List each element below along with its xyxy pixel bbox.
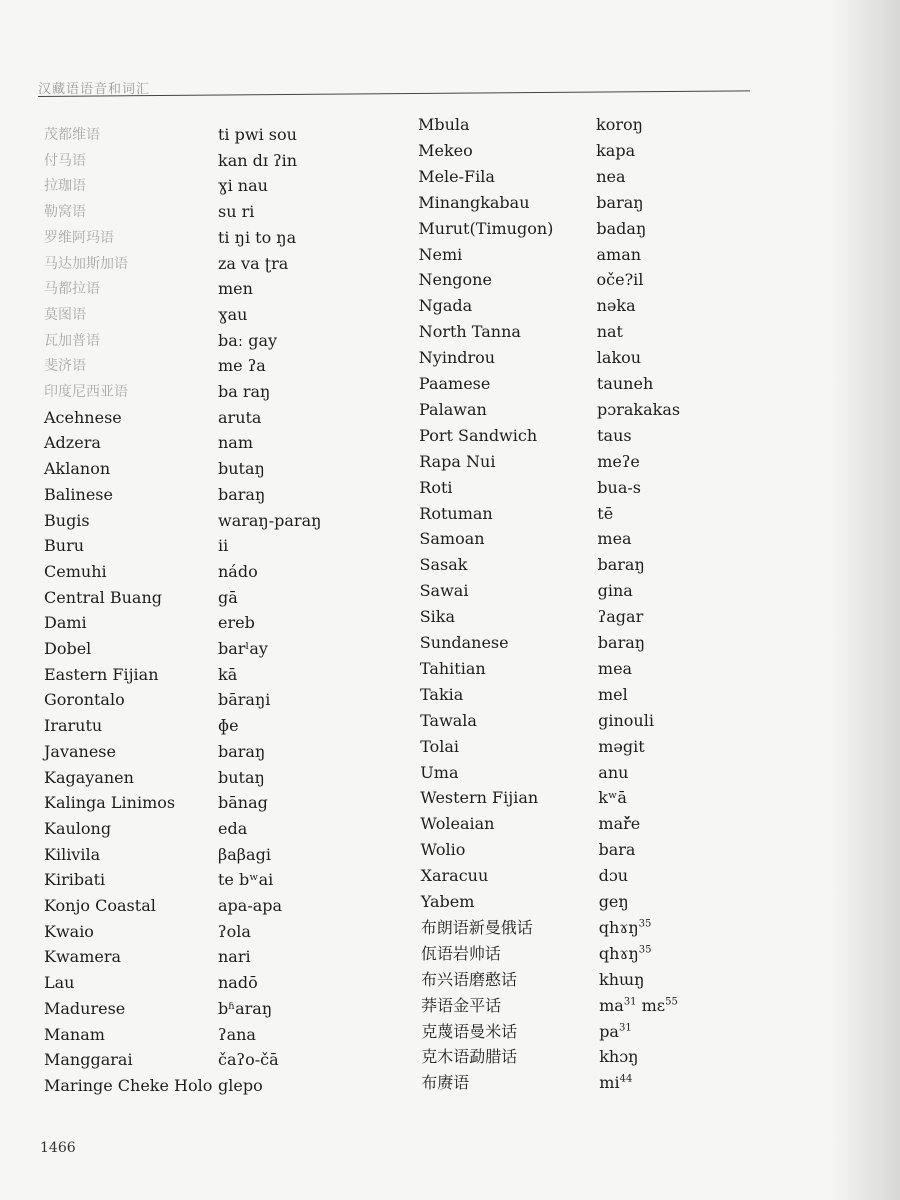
language-name: 茂都维语: [44, 127, 100, 143]
language-name: Dami: [44, 613, 87, 633]
word-form: baraŋ: [597, 633, 646, 652]
language-name: Tahitian: [419, 658, 486, 678]
language-name: Kaulong: [44, 818, 112, 838]
word-form: nəka: [596, 296, 636, 316]
language-name: Roti: [419, 477, 453, 497]
word-form: nádo: [218, 561, 258, 581]
word-form: ʔola: [218, 921, 251, 941]
word-form: bara: [598, 840, 636, 860]
language-name: Madurese: [44, 998, 126, 1018]
language-name: Dobel: [44, 639, 92, 658]
language-name: Kalinga Linimos: [44, 793, 176, 813]
language-name: Sasak: [419, 555, 468, 575]
language-name: 佤语岩帅话: [420, 943, 501, 963]
language-name: Kagayanen: [44, 767, 134, 787]
word-form: nadō: [218, 973, 258, 993]
word-form: nea: [596, 166, 626, 186]
language-name: Manam: [44, 1024, 105, 1044]
language-name: Rapa Nui: [419, 451, 496, 471]
word-form: meʔe: [597, 451, 640, 471]
word-form: tē: [597, 503, 614, 523]
word-form: kʷā: [598, 788, 627, 808]
language-name: Paamese: [418, 374, 491, 393]
word-form: βaβagi: [218, 844, 271, 864]
word-form: aman: [596, 244, 642, 264]
word-form: bānag: [218, 793, 268, 813]
language-name: Aklanon: [44, 459, 111, 479]
language-name: Acehnese: [44, 407, 122, 427]
word-form: khɯŋ: [599, 969, 645, 989]
language-name: Mele-Fila: [418, 166, 495, 186]
word-form: ɣi nau: [218, 176, 268, 196]
language-name: North Tanna: [418, 322, 521, 342]
word-form: lakou: [596, 348, 642, 368]
word-form: baraŋ: [596, 192, 644, 212]
word-form: baraŋ: [218, 484, 266, 504]
word-form: kapa: [596, 140, 636, 160]
language-name: Eastern Fijian: [44, 664, 159, 684]
language-name: Kwamera: [44, 947, 122, 967]
language-name: Kwaio: [44, 921, 94, 941]
language-name: 莫图语: [44, 306, 86, 323]
word-form: ba raŋ: [218, 382, 271, 401]
language-name: Nemi: [418, 244, 463, 264]
word-form: mea: [597, 658, 633, 678]
language-name: Port Sandwich: [419, 425, 538, 445]
tone-number: 35: [638, 918, 652, 930]
language-name: 付马语: [44, 152, 86, 169]
language-name: Bugis: [44, 510, 90, 530]
word-form: mea: [597, 529, 632, 549]
language-name: 布朗语新曼俄话: [420, 917, 533, 937]
word-form: tauneh: [596, 374, 654, 393]
tone-number: 55: [665, 996, 678, 1008]
word-form: anu: [598, 762, 629, 782]
language-name: 莽语金平话: [421, 995, 502, 1015]
word-form: baraŋ: [218, 741, 266, 761]
language-name: 拉珈语: [44, 178, 86, 195]
word-form: $ma^{31}$ mɛ$^{55}$: [599, 995, 678, 1015]
language-name: Minangkabau: [418, 192, 530, 212]
word-form: mel: [598, 684, 628, 704]
word-form: kā: [218, 664, 238, 684]
language-name: Central Buang: [44, 587, 162, 607]
language-name: Rotuman: [419, 503, 493, 523]
word-form: gina: [597, 581, 633, 601]
word-form: mař̌e: [598, 814, 641, 834]
language-name: Kilivila: [44, 844, 101, 864]
word-form: pɔrakakas: [597, 399, 681, 419]
language-name: Konjo Coastal: [44, 896, 156, 915]
tone-number: 31: [623, 996, 637, 1008]
word-form: apa-apa: [218, 896, 283, 915]
language-name: Sika: [419, 607, 455, 627]
word-form: butaŋ: [218, 767, 265, 787]
word-form: badaŋ: [596, 218, 647, 238]
language-name: Tawala: [420, 710, 477, 730]
word-form: taus: [597, 425, 632, 445]
word-form: ti pwi sou: [218, 125, 297, 144]
word-form: bʱaraŋ: [218, 998, 273, 1018]
word-form: men: [218, 279, 253, 299]
language-name: Lau: [44, 973, 75, 993]
word-form: ereb: [218, 613, 255, 633]
word-form: khɔŋ: [599, 1047, 639, 1067]
word-form: glepo: [218, 1075, 263, 1095]
running-header-title: 汉藏语语音和词汇: [38, 82, 151, 97]
language-name: 克蔑语曼米话: [421, 1021, 518, 1041]
word-form: aruta: [218, 407, 262, 427]
language-name: Javanese: [44, 741, 116, 761]
language-name: 勒窝语: [44, 204, 86, 221]
word-form: ii: [218, 536, 229, 556]
language-name: Woleaian: [420, 814, 495, 834]
word-form: bua-s: [597, 477, 641, 497]
word-form: ginouli: [598, 710, 654, 730]
word-form: geŋ: [598, 892, 629, 911]
word-form: gā: [218, 587, 238, 607]
tone-number: 31: [618, 1022, 632, 1034]
language-name: 克木语勐腊话: [421, 1047, 518, 1067]
language-name: Takia: [420, 684, 464, 704]
language-name: Gorontalo: [44, 690, 125, 710]
word-form: məgit: [598, 736, 645, 756]
language-name: Xaracuu: [420, 866, 489, 886]
language-name: Maringe Cheke Holo: [44, 1075, 213, 1095]
word-form: ɸe: [218, 716, 239, 736]
word-form: ti ŋi to ŋa: [218, 227, 297, 247]
word-form: ʔagar: [597, 607, 644, 627]
language-name: 布赓语: [421, 1073, 470, 1093]
language-name: 马都拉语: [44, 281, 100, 298]
word-form: waraŋ-paraŋ: [218, 510, 322, 530]
language-name: Western Fijian: [420, 788, 539, 808]
word-form: qhɤŋ$^{35}$: [598, 943, 652, 963]
tone-number: 35: [638, 944, 652, 956]
language-name: Nengone: [418, 270, 492, 290]
language-name: Nyindrou: [418, 348, 496, 368]
word-form: nam: [218, 433, 254, 453]
tone-number: 44: [619, 1073, 633, 1085]
word-form: za va ʈra: [218, 253, 289, 273]
language-name: Sundanese: [419, 633, 509, 652]
word-form: dɔu: [598, 866, 629, 886]
language-name: Samoan: [419, 529, 485, 549]
word-form: te bʷai: [218, 870, 274, 890]
word-form: barˡay: [218, 639, 268, 658]
language-name: Cemuhi: [44, 561, 107, 581]
word-form: nat: [596, 322, 623, 342]
word-form: bāraŋi: [218, 690, 271, 710]
word-form: ɣau: [218, 304, 248, 324]
language-name: Balinese: [44, 484, 113, 504]
language-name: Kiribati: [44, 870, 106, 890]
page-number: 1466: [40, 1140, 76, 1156]
language-name: Tolai: [420, 736, 460, 756]
language-name: 瓦加普语: [44, 332, 100, 349]
word-form: kan dɪ ʔin: [218, 150, 298, 170]
word-form: oče?il: [596, 270, 644, 290]
word-form: nari: [218, 947, 251, 967]
word-form: baː gay: [218, 330, 278, 350]
language-name: 印度尼西亚语: [44, 384, 128, 400]
word-form: butaŋ: [218, 459, 265, 479]
word-form: su ri: [218, 202, 255, 222]
language-name: Adzera: [44, 433, 101, 453]
language-name: 布兴语磨憨话: [421, 969, 518, 989]
language-name: Mekeo: [418, 140, 473, 160]
word-form: $pa^{31}$: [599, 1021, 632, 1041]
language-name: Irarutu: [44, 716, 103, 736]
word-form: baraŋ: [597, 555, 645, 575]
word-form: $mi^{44}$: [599, 1073, 633, 1093]
language-name: 罗维阿玛语: [44, 229, 114, 246]
language-name: Manggarai: [44, 1050, 133, 1070]
language-name: 斐济语: [44, 358, 86, 375]
language-name: 马达加斯加语: [44, 255, 128, 272]
word-form: me ʔa: [218, 356, 266, 376]
language-name: Wolio: [420, 840, 466, 860]
word-form: koroŋ: [596, 115, 643, 134]
word-form: qhɤŋ$^{35}$: [598, 917, 652, 937]
language-name: Murut(Timugon): [418, 218, 554, 238]
language-name: Yabem: [420, 892, 475, 911]
language-name: Uma: [420, 762, 459, 782]
language-name: Buru: [44, 536, 85, 556]
word-form: ʔana: [218, 1024, 256, 1044]
language-name: Sawai: [419, 581, 469, 601]
language-name: Mbula: [418, 115, 470, 134]
language-name: Ngada: [418, 296, 473, 316]
word-form: eda: [218, 818, 248, 838]
word-form: čaʔo-čā: [218, 1050, 279, 1070]
language-name: Palawan: [419, 399, 487, 419]
